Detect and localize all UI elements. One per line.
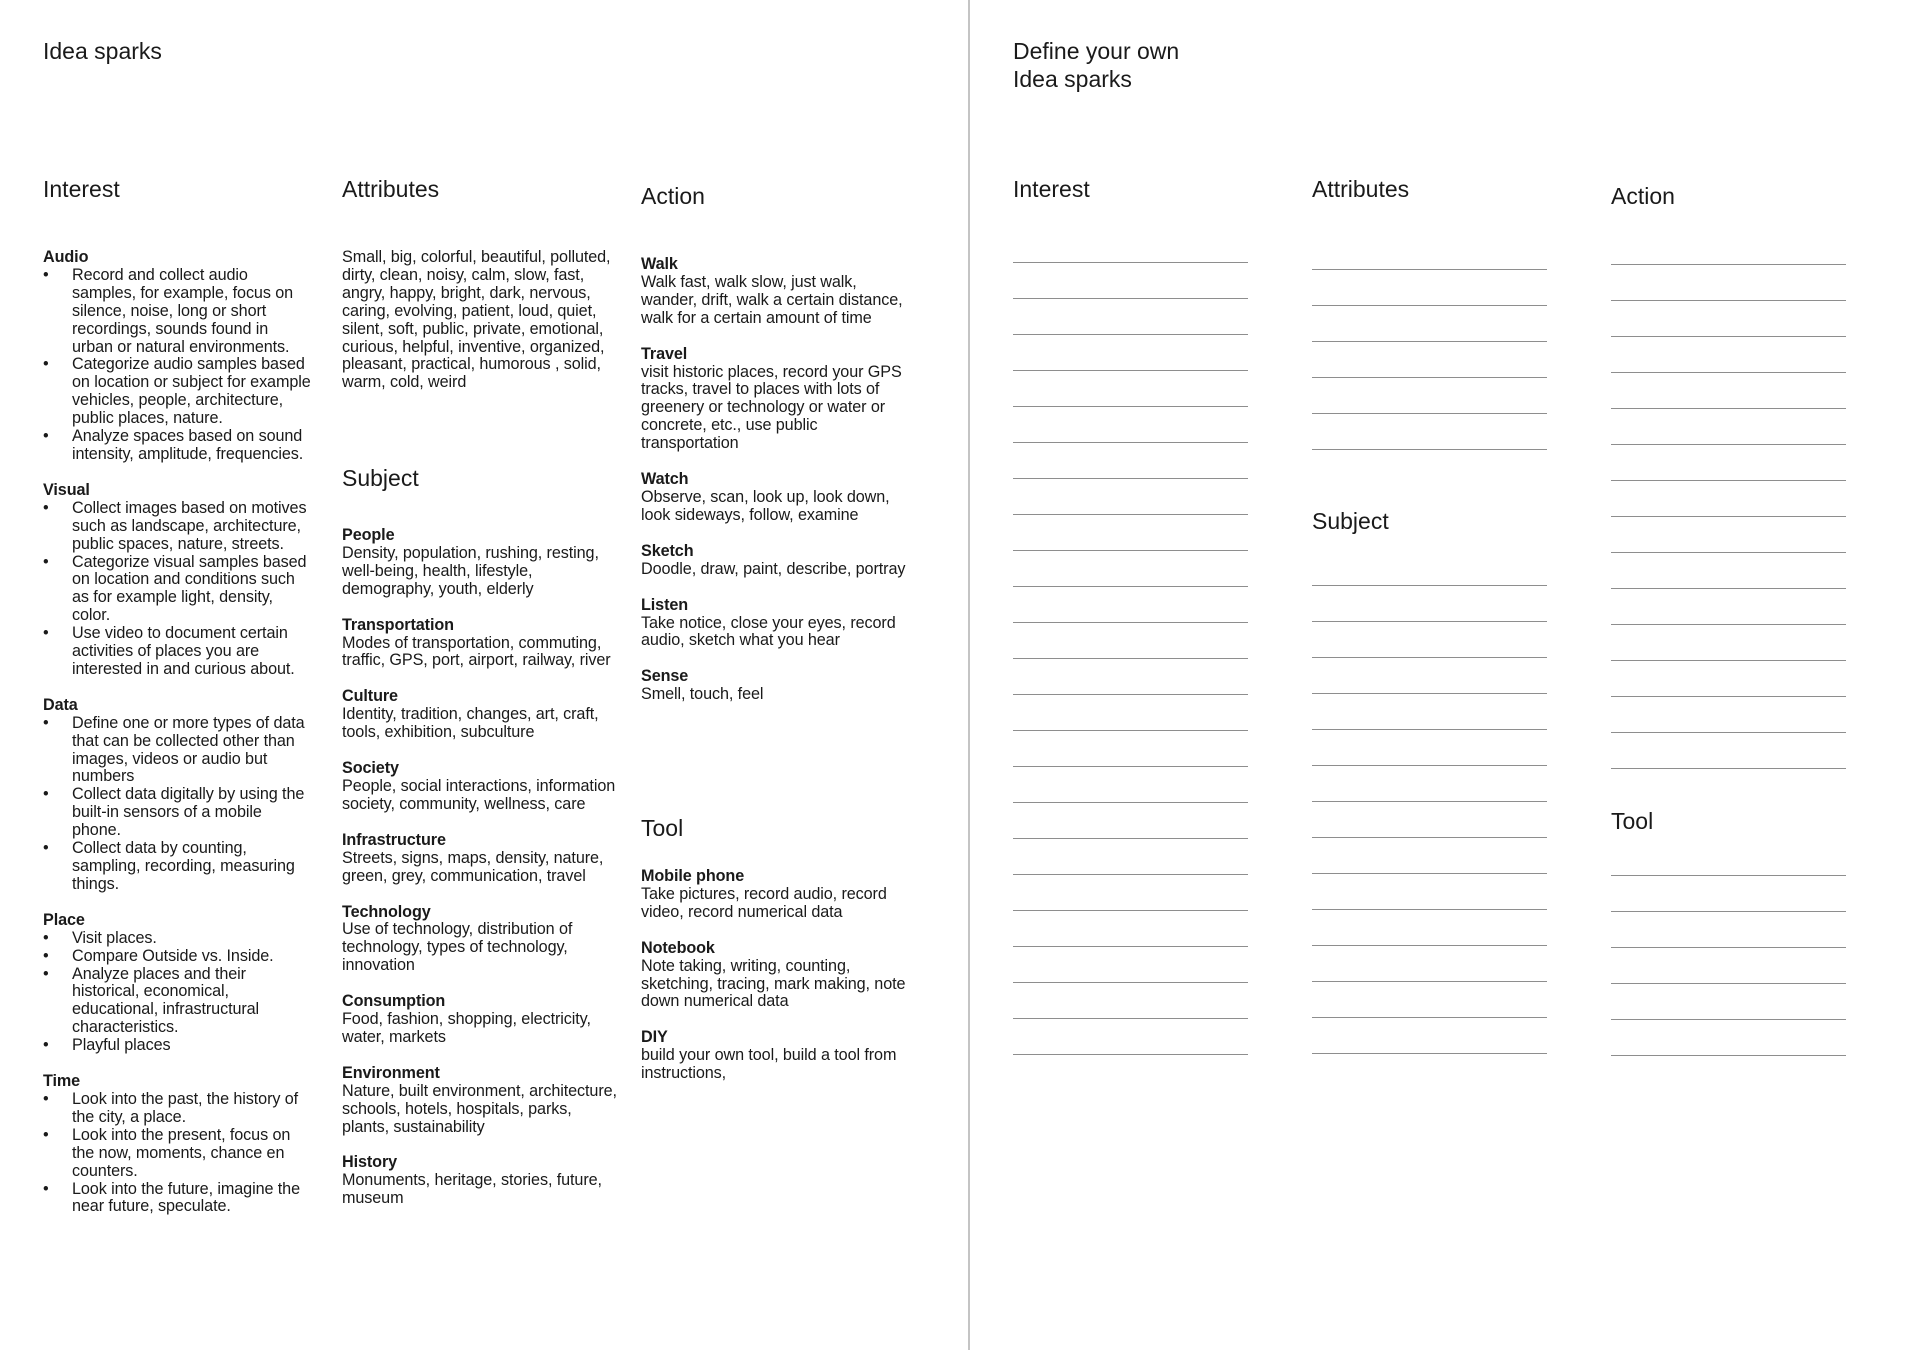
bullet-item: • Use video to document certain activities of places you are interested in and curious about. — [43, 625, 311, 679]
category — [641, 471, 909, 525]
write-line — [1013, 335, 1248, 371]
action-list — [641, 256, 909, 722]
tool-heading: Tool — [641, 815, 684, 841]
write-line — [1611, 301, 1846, 337]
category-title: Transportation — [342, 615, 454, 634]
category-text: build your own tool, build a tool from instructions, — [641, 1046, 897, 1083]
category — [342, 527, 622, 599]
write-line — [1611, 373, 1846, 409]
category-title: Travel — [641, 344, 688, 363]
category-title: DIY — [641, 1028, 668, 1047]
define-interest-heading: Interest — [1013, 176, 1090, 202]
page-title: Idea sparks — [43, 38, 162, 64]
write-line — [1611, 409, 1846, 445]
interest-category — [43, 482, 311, 679]
write-line — [1312, 1018, 1547, 1054]
category — [342, 1154, 622, 1208]
write-line — [1312, 414, 1547, 450]
bullet-item: • Collect data by counting, sampling, recording, measuring things. — [43, 840, 311, 894]
page-divider — [968, 0, 970, 1350]
category — [342, 617, 622, 671]
write-line — [1611, 481, 1846, 517]
category-title: Place — [43, 910, 85, 929]
category-title: Infrastructure — [342, 830, 446, 849]
write-line — [1611, 445, 1846, 481]
bullet-item: • Playful places — [43, 1037, 311, 1055]
tool-write-lines — [1611, 840, 1846, 1056]
category — [641, 597, 909, 651]
interest-write-lines — [1013, 227, 1248, 1055]
category-title: People — [342, 526, 395, 544]
interest-list — [43, 249, 311, 1234]
subject-list — [342, 527, 622, 1226]
bullet-item: • Categorize audio samples based on location or subject for example vehicles, people, architecture, public places, nature. — [43, 356, 311, 428]
category — [641, 256, 909, 328]
category-title: Consumption — [342, 992, 446, 1011]
write-line — [1312, 838, 1547, 874]
interest-heading: Interest — [43, 176, 120, 202]
write-line — [1013, 695, 1248, 731]
write-line — [1013, 875, 1248, 911]
write-line — [1013, 371, 1248, 407]
write-line — [1013, 839, 1248, 875]
bullet-item: • Collect data digitally by using the built-in sensors of a mobile phone. — [43, 786, 311, 840]
bullet-list — [43, 500, 311, 679]
write-line — [1013, 479, 1248, 515]
category-title: Sketch — [641, 541, 694, 560]
write-line — [1013, 623, 1248, 659]
category-text: Take notice, close your eyes, record audio, sketch what you hear — [641, 613, 896, 650]
category-title: Data — [43, 695, 78, 714]
write-line — [1611, 697, 1846, 733]
interest-category — [43, 697, 311, 894]
bullet-list — [43, 930, 311, 1055]
category-text: Take pictures, record audio, record video, record numerical data — [641, 884, 887, 921]
write-line — [1013, 983, 1248, 1019]
action-write-lines — [1611, 229, 1846, 769]
category-text: Density, population, rushing, resting, well-being, health, lifestyle, demography, youth, elderly — [342, 543, 599, 598]
subject-write-lines — [1312, 550, 1547, 1054]
bullet-list — [43, 267, 311, 464]
category-text: Nature, built environment, architecture, schools, hotels, hospitals, parks, plants, sustainability — [342, 1081, 617, 1136]
write-line — [1312, 342, 1547, 378]
write-line — [1312, 234, 1547, 270]
category-title: Watch — [641, 470, 689, 489]
category-title: Time — [43, 1072, 81, 1091]
interest-category — [43, 912, 311, 1055]
category-text: Monuments, heritage, stories, future, museum — [342, 1171, 602, 1208]
define-tool-heading: Tool — [1611, 808, 1654, 834]
category — [342, 760, 622, 814]
category-title: Visual — [43, 480, 90, 499]
define-subject-heading: Subject — [1312, 508, 1389, 534]
category-text: Modes of transportation, commuting, traffic, GPS, port, airport, railway, river — [342, 633, 611, 670]
category-title: Audio — [43, 248, 89, 266]
bullet-item: • Compare Outside vs. Inside. — [43, 948, 311, 966]
attributes-heading: Attributes — [342, 176, 440, 202]
category — [641, 543, 909, 579]
write-line — [1013, 803, 1248, 839]
category-title: Society — [342, 759, 399, 778]
write-line — [1312, 270, 1547, 306]
write-line — [1013, 587, 1248, 623]
write-line — [1312, 306, 1547, 342]
category-title: Notebook — [641, 938, 715, 957]
category-title: Environment — [342, 1063, 440, 1082]
category-title: Technology — [342, 902, 431, 921]
category-text: People, social interactions, information society, community, wellness, care — [342, 776, 616, 813]
category-title: History — [342, 1153, 398, 1172]
category-title: Listen — [641, 595, 689, 614]
attributes-text: Small, big, colorful, beautiful, polluted, dirty, clean, noisy, calm, slow, fast, angry, happy, bright, dark, nervous, caring, evolving, patient, loud, quiet, silent, soft, public, private, emotional, curious, helpful, inventive, organized, pleasant, practical, humorous , solid, warm, cold, weird — [342, 248, 611, 392]
bullet-item: • Visit places. — [43, 930, 311, 948]
interest-category — [43, 1073, 311, 1216]
bullet-item: • Record and collect audio samples, for example, focus on silence, noise, long or short recordings, sounds found in urban or natural environments. — [43, 267, 311, 357]
category-text: Food, fashion, shopping, electricity, water, markets — [342, 1010, 591, 1046]
write-line — [1312, 766, 1547, 802]
write-line — [1611, 229, 1846, 265]
write-line — [1611, 517, 1846, 553]
category — [342, 904, 622, 976]
bullet-item: • Look into the past, the history of the city, a place. — [43, 1091, 311, 1127]
category-text: Observe, scan, look up, look down, look sideways, follow, examine — [641, 487, 890, 524]
category-text: visit historic places, record your GPS tracks, travel to places with lots of greenery or technology or water or concrete, etc., use public transportation — [641, 362, 902, 453]
write-line — [1611, 661, 1846, 697]
category — [641, 346, 909, 453]
write-line — [1611, 625, 1846, 661]
write-line — [1312, 658, 1547, 694]
category-text: Note taking, writing, counting, sketching, tracing, mark making, note down numerical data — [641, 956, 906, 1011]
category — [641, 868, 909, 922]
bullet-item: • Categorize visual samples based on location and conditions such as for example light, density, color. — [43, 554, 311, 626]
write-line — [1611, 948, 1846, 984]
write-line — [1312, 910, 1547, 946]
write-line — [1312, 730, 1547, 766]
write-line — [1312, 378, 1547, 414]
write-line — [1013, 515, 1248, 551]
write-line — [1611, 876, 1846, 912]
bullet-item: • Analyze places and their historical, economical, educational, infrastructural characteristics. — [43, 966, 311, 1038]
write-line — [1312, 622, 1547, 658]
category-text: Use of technology, distribution of technology, types of technology, innovation — [342, 920, 573, 975]
write-line — [1013, 1019, 1248, 1055]
write-line — [1312, 694, 1547, 730]
category — [342, 688, 622, 742]
bullet-item: • Define one or more types of data that can be collected other than images, videos or audio but numbers — [43, 715, 311, 787]
write-line — [1611, 589, 1846, 625]
action-heading: Action — [641, 183, 705, 209]
write-line — [1611, 1020, 1846, 1056]
subject-heading: Subject — [342, 465, 419, 491]
category-text: Smell, touch, feel — [641, 685, 764, 704]
write-line — [1013, 299, 1248, 335]
write-line — [1013, 263, 1248, 299]
write-line — [1611, 553, 1846, 589]
define-action-heading: Action — [1611, 183, 1675, 209]
write-line — [1013, 659, 1248, 695]
write-line — [1312, 946, 1547, 982]
category-title: Sense — [641, 667, 689, 686]
write-line — [1013, 407, 1248, 443]
write-line — [1013, 911, 1248, 947]
category-text: Doodle, draw, paint, describe, portray — [641, 559, 906, 578]
write-line — [1611, 840, 1846, 876]
write-line — [1611, 984, 1846, 1020]
category-title: Culture — [342, 687, 398, 706]
category — [641, 940, 909, 1012]
define-title-line2: Idea sparks — [1013, 65, 1132, 92]
define-title-line1: Define your own — [1013, 38, 1180, 64]
bullet-list — [43, 1091, 311, 1216]
write-line — [1013, 947, 1248, 983]
category — [641, 668, 909, 704]
category — [342, 1065, 622, 1137]
define-attributes-heading: Attributes — [1312, 176, 1410, 202]
write-line — [1312, 550, 1547, 586]
write-line — [1312, 802, 1547, 838]
write-line — [1611, 733, 1846, 769]
category-text: Identity, tradition, changes, art, craft, tools, exhibition, subculture — [342, 705, 599, 742]
write-line — [1013, 731, 1248, 767]
category — [641, 1029, 909, 1083]
define-title — [1013, 38, 1179, 93]
write-line — [1312, 874, 1547, 910]
write-line — [1013, 551, 1248, 587]
bullet-item: • Collect images based on motives such as landscape, architecture, public spaces, nature, streets. — [43, 500, 311, 554]
write-line — [1013, 227, 1248, 263]
bullet-item: • Look into the future, imagine the near future, speculate. — [43, 1181, 311, 1217]
bullet-item: • Analyze spaces based on sound intensity, amplitude, frequencies. — [43, 428, 311, 464]
write-line — [1312, 586, 1547, 622]
bullet-list — [43, 715, 311, 894]
write-line — [1013, 767, 1248, 803]
category-text: Walk fast, walk slow, just walk, wander, drift, walk a certain distance, walk for a certain amount of time — [641, 272, 903, 327]
write-line — [1312, 982, 1547, 1018]
category — [342, 993, 622, 1047]
write-line — [1013, 443, 1248, 479]
bullet-item: • Look into the present, focus on the now, moments, chance en counters. — [43, 1127, 311, 1181]
category — [342, 832, 622, 886]
attributes-write-lines — [1312, 234, 1547, 450]
category-title: Mobile phone — [641, 867, 745, 885]
category-title: Walk — [641, 255, 678, 273]
write-line — [1611, 912, 1846, 948]
write-line — [1611, 337, 1846, 373]
tool-list — [641, 868, 909, 1101]
interest-category — [43, 249, 311, 464]
write-line — [1611, 265, 1846, 301]
category-text: Streets, signs, maps, density, nature, green, grey, communication, travel — [342, 848, 604, 885]
